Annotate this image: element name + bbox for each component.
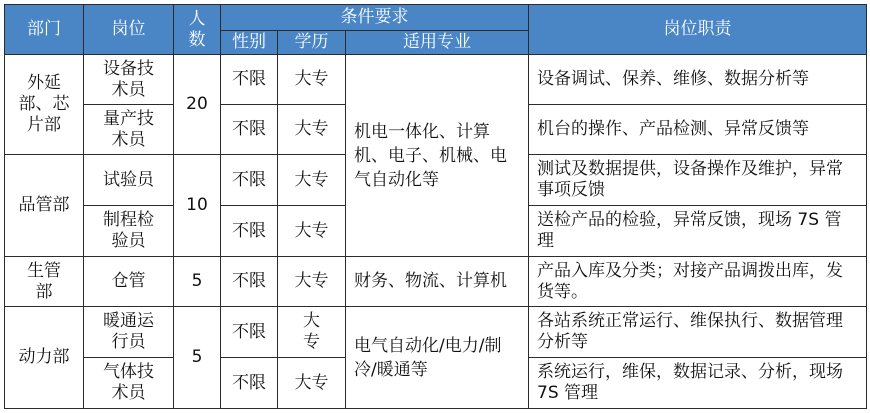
duties-cell: 测试及数据提供，设备操作及维护，异常事项反馈 xyxy=(529,155,867,206)
education-cell: 大专 xyxy=(278,206,346,257)
count-cell: 5 xyxy=(174,257,221,307)
count-cell: 10 xyxy=(174,155,221,257)
position-cell: 暖通运行员 xyxy=(84,307,174,358)
duties-cell: 设备调试、保养、维修、数据分析等 xyxy=(529,55,867,105)
position-cell: 试验员 xyxy=(84,155,174,206)
position-cell: 设备技术员 xyxy=(84,55,174,105)
gender-cell: 不限 xyxy=(221,206,278,257)
major-cell: 电气自动化/电力/制冷/暖通等 xyxy=(346,307,529,409)
education-cell: 大专 xyxy=(278,307,346,358)
education-cell: 大专 xyxy=(278,155,346,206)
dept-cell: 外延部、芯片部 xyxy=(5,55,84,155)
duties-cell: 机台的操作、产品检测、异常反馈等 xyxy=(529,105,867,155)
position-cell: 仓管 xyxy=(84,257,174,307)
duties-cell: 送检产品的检验，异常反馈，现场 7S 管理 xyxy=(529,206,867,257)
gender-cell: 不限 xyxy=(221,257,278,307)
recruitment-table xyxy=(4,4,867,409)
header-education: 学历 xyxy=(278,31,346,55)
dept-cell: 生管部 xyxy=(5,257,84,307)
count-cell: 20 xyxy=(174,55,221,155)
gender-cell: 不限 xyxy=(221,55,278,105)
position-cell: 气体技术员 xyxy=(84,358,174,409)
education-cell: 大专 xyxy=(278,105,346,155)
education-cell: 大专 xyxy=(278,257,346,307)
gender-cell: 不限 xyxy=(221,105,278,155)
position-cell: 量产技术员 xyxy=(84,105,174,155)
gender-cell: 不限 xyxy=(221,307,278,358)
dept-cell: 品管部 xyxy=(5,155,84,257)
header-gender: 性别 xyxy=(221,31,278,55)
header-count: 人数 xyxy=(174,5,221,55)
major-cell: 财务、物流、计算机 xyxy=(346,257,529,307)
header-major: 适用专业 xyxy=(346,31,529,55)
header-conditions: 条件要求 xyxy=(221,5,529,31)
duties-cell: 产品入库及分类；对接产品调拨出库，发货等。 xyxy=(529,257,867,307)
duties-cell: 系统运行，维保，数据记录、分析，现场 7S 管理 xyxy=(529,358,867,409)
dept-cell: 动力部 xyxy=(5,307,84,409)
major-cell: 机电一体化、计算机、电子、机械、电气自动化等 xyxy=(346,55,529,257)
position-cell: 制程检验员 xyxy=(84,206,174,257)
duties-cell: 各站系统正常运行、维保执行、数据管理分析等 xyxy=(529,307,867,358)
header-position: 岗位 xyxy=(84,5,174,55)
gender-cell: 不限 xyxy=(221,155,278,206)
count-cell: 5 xyxy=(174,307,221,409)
header-duties: 岗位职责 xyxy=(529,5,867,55)
gender-cell: 不限 xyxy=(221,358,278,409)
education-cell: 大专 xyxy=(278,358,346,409)
education-cell: 大专 xyxy=(278,55,346,105)
header-dept: 部门 xyxy=(5,5,84,55)
